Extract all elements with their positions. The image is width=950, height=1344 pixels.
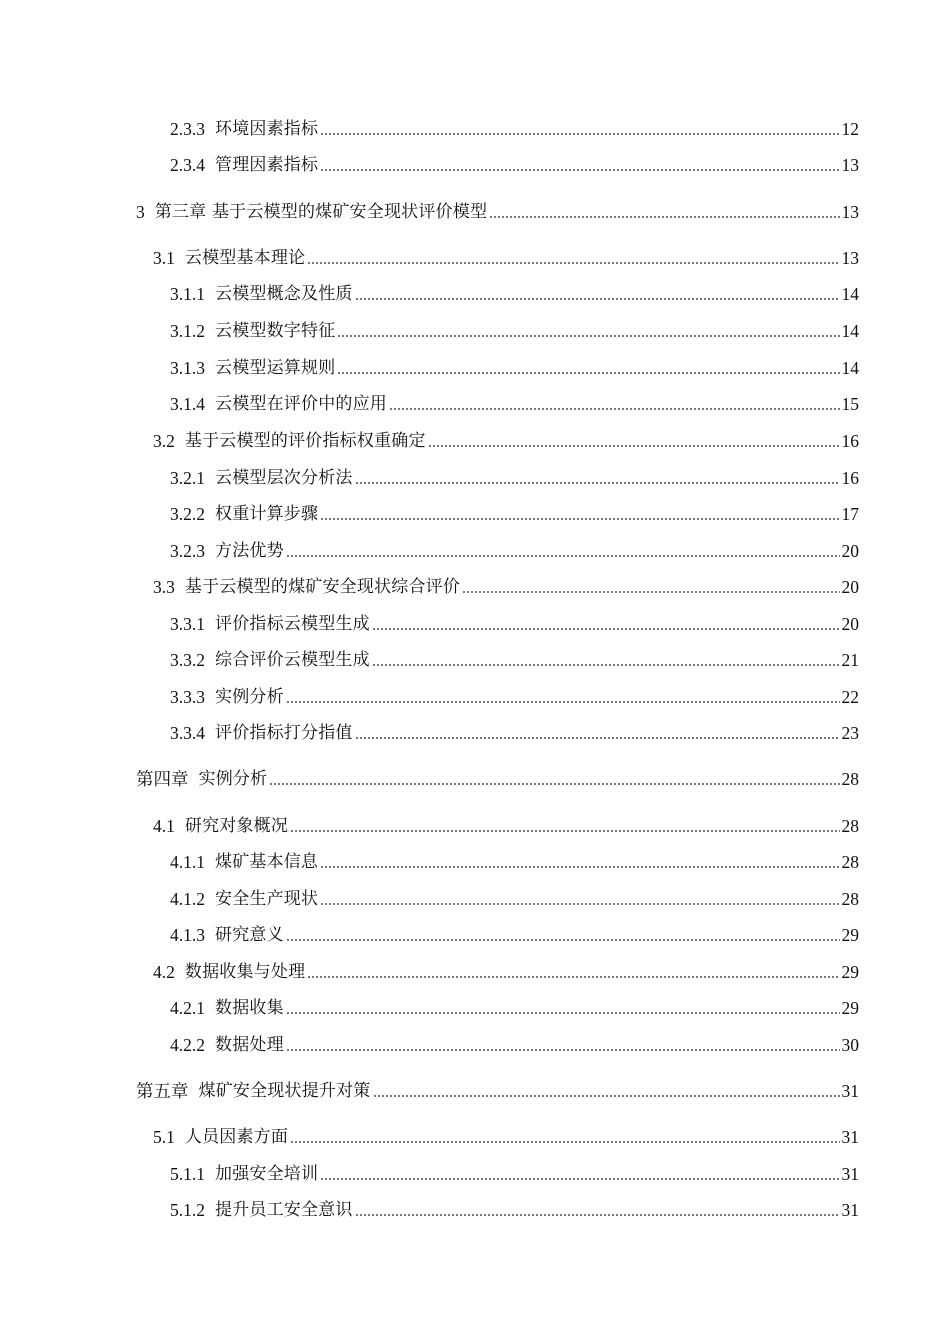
toc-page-number: 31 — [841, 1200, 859, 1220]
toc-number: 4.1 — [153, 816, 175, 836]
toc-title: 权重计算步骤 — [215, 504, 319, 524]
toc-number: 4.1.3 — [170, 925, 205, 945]
toc-entry-4-1-3[interactable] — [170, 922, 859, 948]
toc-number: 3.1.3 — [170, 358, 205, 378]
toc-title: 评价指标云模型生成 — [215, 614, 370, 634]
dot-leader — [355, 482, 840, 484]
toc-title: 安全生产现状 — [215, 889, 319, 909]
toc-page-number: 31 — [841, 1081, 859, 1101]
toc-entry-3-3-1[interactable] — [170, 611, 859, 637]
toc-entry-chapter-5[interactable] — [136, 1078, 859, 1104]
toc-page-number: 20 — [841, 614, 859, 634]
toc-entry-5-1-1[interactable] — [170, 1161, 859, 1187]
toc-number: 3.1.2 — [170, 321, 205, 341]
dot-leader — [320, 518, 839, 520]
toc-entry-3-1[interactable] — [153, 245, 859, 271]
toc-title: 方法优势 — [215, 541, 284, 561]
dot-leader — [320, 169, 839, 171]
toc-number: 3.3 — [153, 577, 175, 597]
toc-title: 实例分析 — [215, 687, 284, 707]
toc-entry-3-1-3[interactable] — [170, 355, 859, 381]
dot-leader — [307, 262, 839, 264]
toc-title: 第三章 基于云模型的煤矿安全现状评价模型 — [154, 202, 488, 222]
toc-entry-3-1-1[interactable] — [170, 281, 859, 307]
toc-number: 第五章 — [136, 1081, 189, 1101]
toc-number: 3.2.2 — [170, 504, 205, 524]
toc-title: 环境因素指标 — [215, 119, 319, 139]
toc-page-number: 14 — [841, 284, 859, 304]
toc-page-number: 14 — [841, 321, 859, 341]
toc-page-number: 28 — [841, 769, 859, 789]
toc-number: 5.1 — [153, 1127, 175, 1147]
dot-leader — [290, 1141, 839, 1143]
toc-page-number: 31 — [841, 1127, 859, 1147]
dot-leader — [286, 701, 840, 703]
toc-number: 4.2 — [153, 962, 175, 982]
dot-leader — [286, 939, 840, 941]
toc-number: 3.2 — [153, 431, 175, 451]
toc-page-number: 28 — [841, 816, 859, 836]
toc-entry-4-2[interactable] — [153, 959, 859, 985]
toc-title: 综合评价云模型生成 — [215, 650, 370, 670]
toc-number: 4.1.2 — [170, 889, 205, 909]
toc-number: 3 — [136, 202, 145, 222]
toc-entry-chapter-3[interactable] — [136, 199, 859, 225]
toc-number: 3.3.3 — [170, 687, 205, 707]
toc-entry-4-1[interactable] — [153, 813, 859, 839]
toc-entry-3-2-3[interactable] — [170, 538, 859, 564]
toc-number: 2.3.3 — [170, 119, 205, 139]
toc-number: 3.3.1 — [170, 614, 205, 634]
toc-page-number: 22 — [841, 687, 859, 707]
toc-title: 加强安全培训 — [215, 1164, 319, 1184]
dot-leader — [290, 830, 839, 832]
dot-leader — [286, 1012, 840, 1014]
dot-leader — [489, 216, 839, 218]
toc-title: 实例分析 — [198, 769, 268, 789]
dot-leader — [355, 737, 840, 739]
toc-number: 3.1.1 — [170, 284, 205, 304]
toc-entry-3-2-2[interactable] — [170, 501, 859, 527]
dot-leader — [320, 903, 839, 905]
toc-title: 云模型基本理论 — [184, 248, 306, 268]
toc-page-number: 20 — [841, 541, 859, 561]
toc-title: 管理因素指标 — [215, 155, 319, 175]
toc-page-number: 30 — [841, 1035, 859, 1055]
toc-page-number: 16 — [841, 468, 859, 488]
dot-leader — [269, 783, 839, 785]
dot-leader — [462, 591, 839, 593]
toc-title: 人员因素方面 — [184, 1127, 289, 1147]
toc-entry-3-3[interactable] — [153, 574, 859, 600]
toc-number: 5.1.1 — [170, 1164, 205, 1184]
toc-title: 云模型概念及性质 — [215, 284, 353, 304]
toc-title: 评价指标打分指值 — [215, 723, 353, 743]
toc-title: 煤矿安全现状提升对策 — [198, 1081, 371, 1101]
dot-leader — [307, 976, 839, 978]
toc-title: 提升员工安全意识 — [215, 1200, 353, 1220]
toc-title: 数据收集 — [215, 998, 284, 1018]
toc-page-number: 28 — [841, 852, 859, 872]
toc-page-number: 12 — [841, 119, 859, 139]
toc-page-number: 13 — [841, 202, 859, 222]
toc-entry-3-1-4[interactable] — [170, 391, 859, 417]
toc-page-number: 23 — [841, 723, 859, 743]
dot-leader — [428, 445, 840, 447]
toc-title: 云模型运算规则 — [215, 358, 336, 378]
toc-title: 数据处理 — [215, 1035, 284, 1055]
toc-entry-3-2[interactable] — [153, 428, 859, 454]
toc-number: 3.1 — [153, 248, 175, 268]
toc-number: 3.2.1 — [170, 468, 205, 488]
dot-leader — [355, 1214, 840, 1216]
toc-number: 4.2.1 — [170, 998, 205, 1018]
dot-leader — [337, 335, 839, 337]
toc-page-number: 20 — [841, 577, 859, 597]
toc-title: 云模型数字特征 — [215, 321, 336, 341]
toc-page-number: 29 — [841, 925, 859, 945]
dot-leader — [320, 1178, 839, 1180]
dot-leader — [355, 298, 840, 300]
toc-entry-3-3-3[interactable] — [170, 684, 859, 710]
toc-title: 基于云模型的煤矿安全现状综合评价 — [184, 577, 461, 597]
dot-leader — [320, 866, 839, 868]
toc-title: 研究对象概况 — [184, 816, 289, 836]
toc-page-number: 14 — [841, 358, 859, 378]
dot-leader — [373, 1095, 840, 1097]
toc-entry-3-2-1[interactable] — [170, 465, 859, 491]
dot-leader — [286, 1049, 840, 1051]
toc-entry-2-3-4[interactable] — [170, 152, 859, 178]
dot-leader — [286, 555, 840, 557]
dot-leader — [372, 664, 840, 666]
toc-number: 4.2.2 — [170, 1035, 205, 1055]
toc-entry-4-1-2[interactable] — [170, 886, 859, 912]
toc-number: 5.1.2 — [170, 1200, 205, 1220]
toc-number: 3.3.4 — [170, 723, 205, 743]
toc-page-number: 29 — [841, 962, 859, 982]
toc-number: 3.3.2 — [170, 650, 205, 670]
dot-leader — [337, 372, 839, 374]
toc-page-number: 16 — [841, 431, 859, 451]
toc-page-number: 21 — [841, 650, 859, 670]
toc-title: 基于云模型的评价指标权重确定 — [184, 431, 426, 451]
toc-title: 研究意义 — [215, 925, 284, 945]
toc-title: 云模型在评价中的应用 — [215, 394, 387, 414]
toc-entry-5-1[interactable] — [153, 1124, 859, 1150]
toc-title: 煤矿基本信息 — [215, 852, 319, 872]
toc-number: 3.1.4 — [170, 394, 205, 414]
toc-entry-2-3-3[interactable] — [170, 116, 859, 142]
toc-number: 3.2.3 — [170, 541, 205, 561]
dot-leader — [320, 133, 839, 135]
toc-entry-4-1-1[interactable] — [170, 849, 859, 875]
toc-page-number: 31 — [841, 1164, 859, 1184]
toc-entry-chapter-4[interactable] — [136, 766, 859, 792]
dot-leader — [372, 628, 840, 630]
toc-title: 云模型层次分析法 — [215, 468, 353, 488]
toc-entry-3-1-2[interactable] — [170, 318, 859, 344]
toc-number: 4.1.1 — [170, 852, 205, 872]
toc-page-number: 17 — [841, 504, 859, 524]
toc-page-number: 29 — [841, 998, 859, 1018]
toc-number: 第四章 — [136, 769, 189, 789]
toc-page-number: 15 — [841, 394, 859, 414]
dot-leader — [389, 408, 840, 410]
toc-entry-3-3-4[interactable] — [170, 720, 859, 746]
toc-page-number: 13 — [841, 248, 859, 268]
toc-entry-4-2-1[interactable] — [170, 995, 859, 1021]
toc-entry-4-2-2[interactable] — [170, 1032, 859, 1058]
toc-page-number: 28 — [841, 889, 859, 909]
toc-entry-5-1-2[interactable] — [170, 1197, 859, 1223]
toc-page-number: 13 — [841, 155, 859, 175]
toc-title: 数据收集与处理 — [184, 962, 306, 982]
toc-entry-3-3-2[interactable] — [170, 647, 859, 673]
toc-number: 2.3.4 — [170, 155, 205, 175]
